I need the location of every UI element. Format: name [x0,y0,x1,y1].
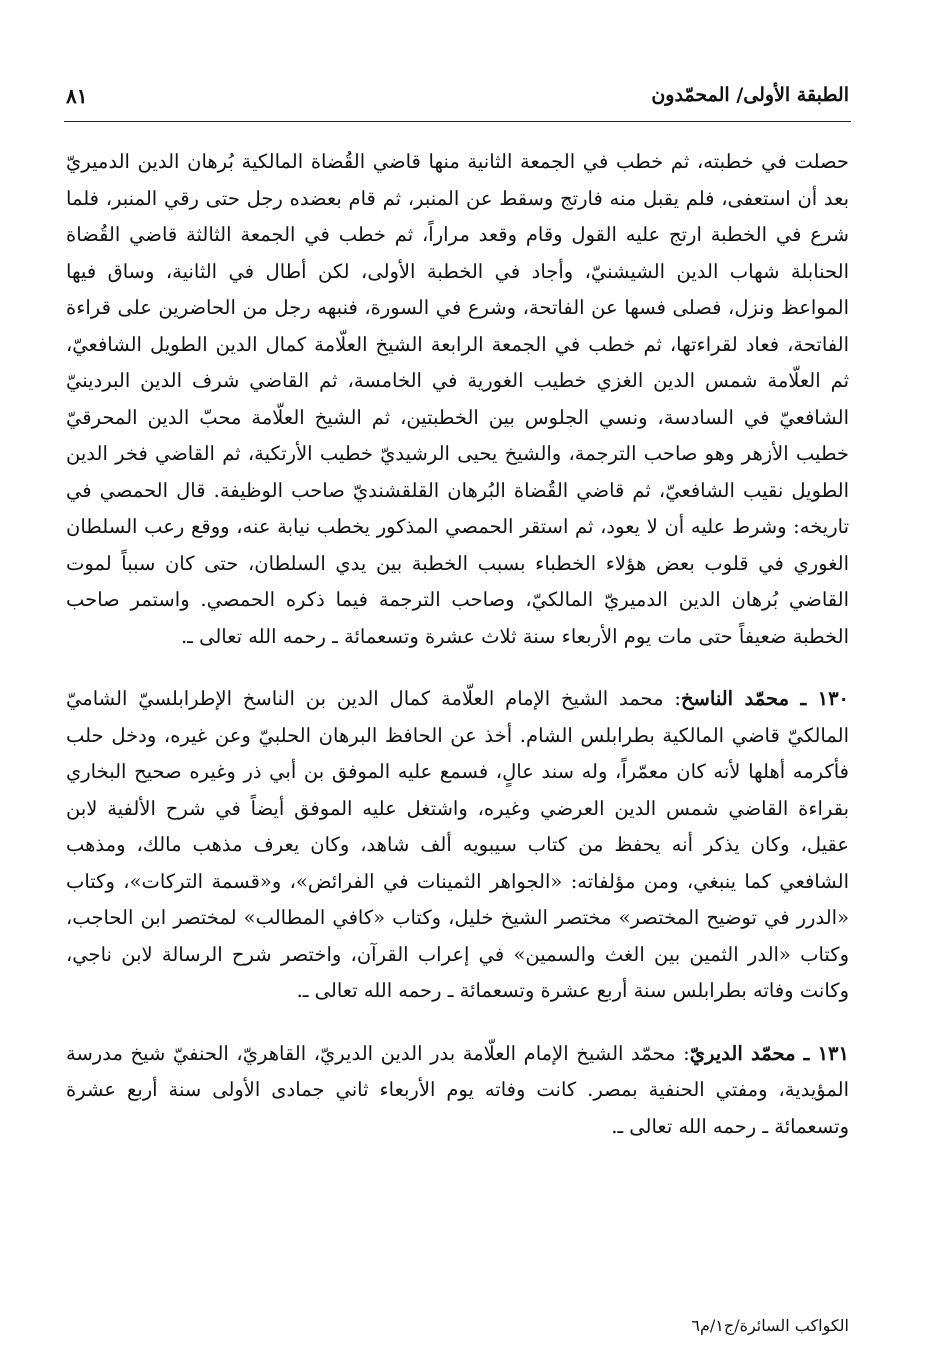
paragraph-text: حصلت في خطبته، ثم خطب في الجمعة الثانية منها قاضي القُضاة المالكية بُرهان الدين الدميريّ بعد أن استعفى، فلم يقبل منه فارتج وسقط عن المنبر، ثم قام بعضده رجل حتى رقي المنبر، فلما شرع في الخطبة ارتج عليه القول وقام وقعد مراراً، ثم خطب في الجمعة الثالثة قاضي القُضاة الحنابلة شهاب الدين الشيشنيّ، وأجاد في الخطبة الأولى، لكن أطال في الثانية، وساق فيها المواعظ ونزل، فصلى فسها عن الفاتحة، وشرع في السورة، فنبهه رجل من الحاضرين على قراءة الفاتحة، فعاد لقراءتها، ثم خطب في الجمعة الرابعة الشيخ العلّامة كمال الدين الطويل الشافعيّ، ثم العلّامة شمس الدين الغزي خطيب الغورية في الخامسة، ثم القاضي شرف الدين البردينيّ الشافعيّ في السادسة، ونسي الجلوس بين الخطبتين، ثم الشيخ العلّامة محبّ الدين المحرقيّ خطيب الأزهر وهو صاحب الترجمة، والشيخ يحيى الرشيديّ خطيب الأرتكية، ثم القاضي فخر الدين الطويل نقيب الشافعيّ، ثم قاضي القُضاة البُرهان القلقشنديّ صاحب الوظيفة. قال الحمصي في تاريخه: وشرط عليه أن لا يعود، ثم استقر الحمصي المذكور يخطب نيابة عنه، ووقع رعب السلطان الغوري في قلوب بعض هؤلاء الخطباء بسبب الخطبة بين يدي السلطان، حتى كان سبباً لموت القاضي بُرهان الدين الدميريّ المالكيّ، وصاحب الترجمة فيما ذكره الحمصي. واستمر صاحب الخطبة ضعيفاً حتى مات يوم الأربعاء سنة ثلاث عشرة وتسعمائة ـ رحمه الله تعالى ـ. [66,150,849,648]
entry-heading: ١٣١ ـ محمّد الديريّ [689,1041,849,1065]
entry-text: : محمد الشيخ الإمام العلّامة كمال الدين بن الناسخ الإطرابلسيّ الشاميّ المالكيّ قاضي المالكية بطرابلس الشام. أخذ عن الحافظ البرهان الحلبيّ وعن غيره، ودخل حلب فأكرمه أهلها لأنه كان معمّراً، وله سند عالٍ، فسمع عليه الموفق بن أبي ذر وغيره صحيح البخاري بقراءة القاضي شمس الدين العرضي وغيره، واشتغل عليه الموفق أيضاً في شرح الألفية لابن عقيل، وكان يذكر أنه يحفظ من كتاب سيبويه ألف شاهد، وكان يعرف مذهب مالك، ومذهب الشافعي كما ينبغي، ومن مؤلفاته: «الجواهر الثمينات في الفرائض»، و«قسمة التركات»، وكتاب «الدرر في توضيح المختصر» مختصر الشيخ خليل، وكتاب «كافي المطالب» لمختصر ابن الحاجب، وكتاب «الدر الثمين بين الغث والسمين» في إعراب القرآن، واختصر شرح الرسالة لابن ناجي، وكانت وفاته بطرابلس سنة أربع عشرة وتسعمائة ـ رحمه الله تعالى ـ. [66,687,849,1002]
entry-131 [66,1036,849,1146]
entry-text: : محمّد الشيخ الإمام العلّامة بدر الدين الديريّ، القاهريّ، الحنفيّ شيخ مدرسة المؤيدية، ومفتي الحنفية بمصر. كانت وفاته يوم الأربعاء ثاني جمادى الأولى سنة أربع عشرة وتسعمائة ـ رحمه الله تعالى ـ. [66,1041,849,1138]
footer-signature: الكواكب السائرة/ج١/م٦ [691,1316,849,1335]
page-number: ٨١ [66,84,88,108]
header-title: الطبقة الأولى/ المحمّدون [651,84,849,106]
running-header [66,84,849,120]
entry-130 [66,681,849,1010]
paragraph-continuation [66,144,849,655]
body-text [66,144,849,1145]
entry-heading: ١٣٠ ـ محمّد الناسخ [680,687,850,710]
header-rule [64,121,851,122]
